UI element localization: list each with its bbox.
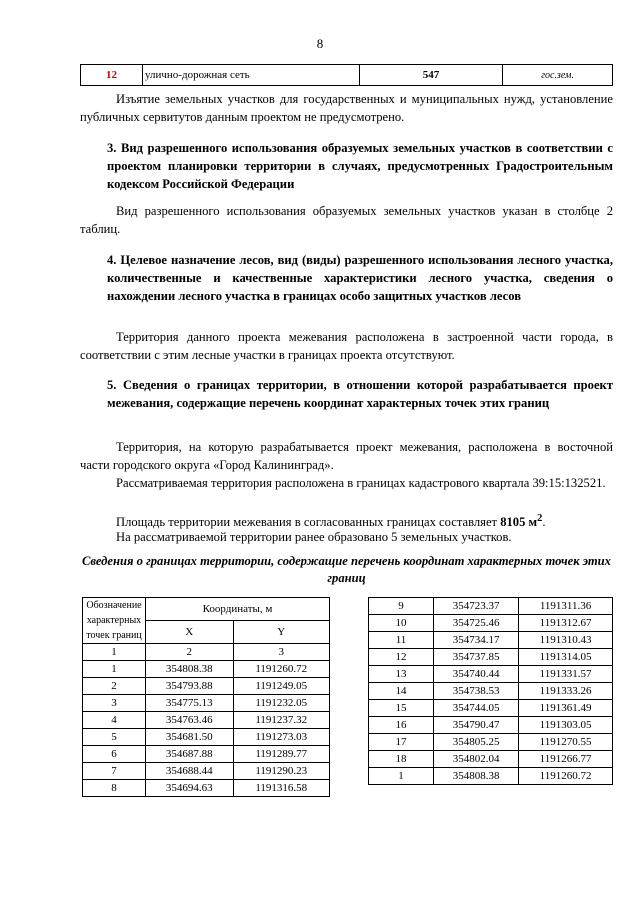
point-id: 17 <box>369 734 434 751</box>
table-row <box>83 746 330 763</box>
column-index: 1 <box>83 644 146 661</box>
coord-x: 354793.88 <box>146 678 234 695</box>
coordinates-caption: Сведения о границах территории, содержащие перечень координат характерных точек этих границ <box>82 554 611 585</box>
table-row <box>81 65 613 86</box>
coord-x: 354688.44 <box>146 763 234 780</box>
coord-y: 1191314.05 <box>519 649 613 666</box>
section-5-paragraph-4: На рассматриваемой территории ранее образовано 5 земельных участков. <box>116 530 512 544</box>
coordinates-table-left <box>82 597 330 797</box>
coord-x: 354805.25 <box>434 734 519 751</box>
point-id: 10 <box>369 615 434 632</box>
table-row <box>369 632 613 649</box>
coords-header: Координаты, м <box>146 598 330 621</box>
table-row <box>83 712 330 729</box>
coord-x: 354694.63 <box>146 780 234 797</box>
coord-x: 354687.88 <box>146 746 234 763</box>
point-id: 15 <box>369 700 434 717</box>
coord-x: 354802.04 <box>434 751 519 768</box>
table-row <box>83 695 330 712</box>
coord-x: 354681.50 <box>146 729 234 746</box>
area-value: 8105 $м^2$ <box>500 513 543 530</box>
coord-y: 1191232.05 <box>233 695 329 712</box>
table-row <box>83 780 330 797</box>
table-row <box>369 717 613 734</box>
table-row <box>369 734 613 751</box>
point-id: 11 <box>369 632 434 649</box>
point-id: 1 <box>369 768 434 785</box>
y-header: Y <box>233 621 329 644</box>
point-id: 5 <box>83 729 146 746</box>
paragraph-seizure: Изъятие земельных участков для государственных и муниципальных нужд, установление публичных сервитутов данным проектом не предусмотрено. <box>80 92 613 124</box>
coordinates-table-right <box>368 597 613 785</box>
table-row <box>369 666 613 683</box>
plot-area: 547 <box>360 65 503 86</box>
coord-y: 1191273.03 <box>233 729 329 746</box>
point-id: 18 <box>369 751 434 768</box>
coord-x: 354738.53 <box>434 683 519 700</box>
point-id: 9 <box>369 598 434 615</box>
section-3-heading: 3. Вид разрешенного использования образуемых земельных участков в соответствии с проектом планировки территории в случаях, предусмотренных Градостроительным кодексом Российской Федерации <box>107 141 613 191</box>
point-id: 1 <box>83 661 146 678</box>
table-row <box>83 763 330 780</box>
section-3-text: Вид разрешенного использования образуемых земельных участков указан в столбце 2 таблиц. <box>80 204 613 236</box>
table-header-row <box>83 598 330 621</box>
point-id: 14 <box>369 683 434 700</box>
point-id: 13 <box>369 666 434 683</box>
coord-y: 1191331.57 <box>519 666 613 683</box>
table-row <box>369 683 613 700</box>
coord-x: 354740.44 <box>434 666 519 683</box>
land-plots-table-fragment <box>80 64 613 86</box>
point-id: 2 <box>83 678 146 695</box>
coord-y: 1191303.05 <box>519 717 613 734</box>
coord-y: 1191237.32 <box>233 712 329 729</box>
section-5-paragraph-1: Территория, на которую разрабатывается проект межевания, расположена в восточной части городского округа «Город Калининград». <box>80 440 613 472</box>
table-row <box>83 661 330 678</box>
point-id: 3 <box>83 695 146 712</box>
coord-x: 354725.46 <box>434 615 519 632</box>
coord-y: 1191249.05 <box>233 678 329 695</box>
column-index: 3 <box>233 644 329 661</box>
table-row <box>369 649 613 666</box>
table-row <box>83 678 330 695</box>
coord-x: 354808.38 <box>434 768 519 785</box>
table-row <box>369 768 613 785</box>
coord-x: 354775.13 <box>146 695 234 712</box>
section-4-heading: 4. Целевое назначение лесов, вид (виды) разрешенного использования лесного участка, количественные и качественные характеристики лесного участка, сведения о нахождении лесного участка в границах особо защитных участков лесов <box>107 253 613 303</box>
column-index-row <box>83 644 330 661</box>
plot-number: 12 <box>81 65 143 86</box>
point-id: 4 <box>83 712 146 729</box>
point-id: 12 <box>369 649 434 666</box>
coord-y: 1191333.26 <box>519 683 613 700</box>
table-row <box>83 729 330 746</box>
coord-x: 354744.05 <box>434 700 519 717</box>
coord-y: 1191270.55 <box>519 734 613 751</box>
designation-header: Обозначение характерных точек границ <box>83 598 146 644</box>
x-header: X <box>146 621 234 644</box>
table-row <box>369 751 613 768</box>
coord-y: 1191289.77 <box>233 746 329 763</box>
section-5-paragraph-3: Площадь территории межевания в согласованных границах составляет 8105 $м^2$. <box>116 513 546 530</box>
coord-x: 354723.37 <box>434 598 519 615</box>
coord-y: 1191361.49 <box>519 700 613 717</box>
table-row <box>369 615 613 632</box>
coord-x: 354790.47 <box>434 717 519 734</box>
coord-x: 354737.85 <box>434 649 519 666</box>
point-id: 8 <box>83 780 146 797</box>
coord-x: 354808.38 <box>146 661 234 678</box>
coord-y: 1191260.72 <box>519 768 613 785</box>
coord-x: 354734.17 <box>434 632 519 649</box>
section-5-heading: 5. Сведения о границах территории, в отношении которой разрабатывается проект межевания, содержащие перечень координат характерных точек этих границ <box>107 378 613 410</box>
coord-y: 1191310.43 <box>519 632 613 649</box>
coord-y: 1191266.77 <box>519 751 613 768</box>
table-row <box>369 700 613 717</box>
plot-ownership: гос.зем. <box>503 65 613 86</box>
point-id: 16 <box>369 717 434 734</box>
page-number: 8 <box>316 36 324 51</box>
plot-use: улично-дорожная сеть <box>143 65 360 86</box>
column-index: 2 <box>146 644 234 661</box>
area-sentence: Площадь территории межевания в согласованных границах составляет <box>116 515 498 530</box>
section-4-text: Территория данного проекта межевания расположена в застроенной части города, в соответствии с этим лесные участки в границах проекта отсутствуют. <box>80 330 613 362</box>
coord-x: 354763.46 <box>146 712 234 729</box>
coord-y: 1191260.72 <box>233 661 329 678</box>
coord-y: 1191290.23 <box>233 763 329 780</box>
coord-y: 1191311.36 <box>519 598 613 615</box>
coord-y: 1191312.67 <box>519 615 613 632</box>
section-5-paragraph-2: Рассматриваемая территория расположена в границах кадастрового квартала 39:15:132521. <box>116 476 606 490</box>
coord-y: 1191316.58 <box>233 780 329 797</box>
point-id: 7 <box>83 763 146 780</box>
table-row <box>369 598 613 615</box>
point-id: 6 <box>83 746 146 763</box>
